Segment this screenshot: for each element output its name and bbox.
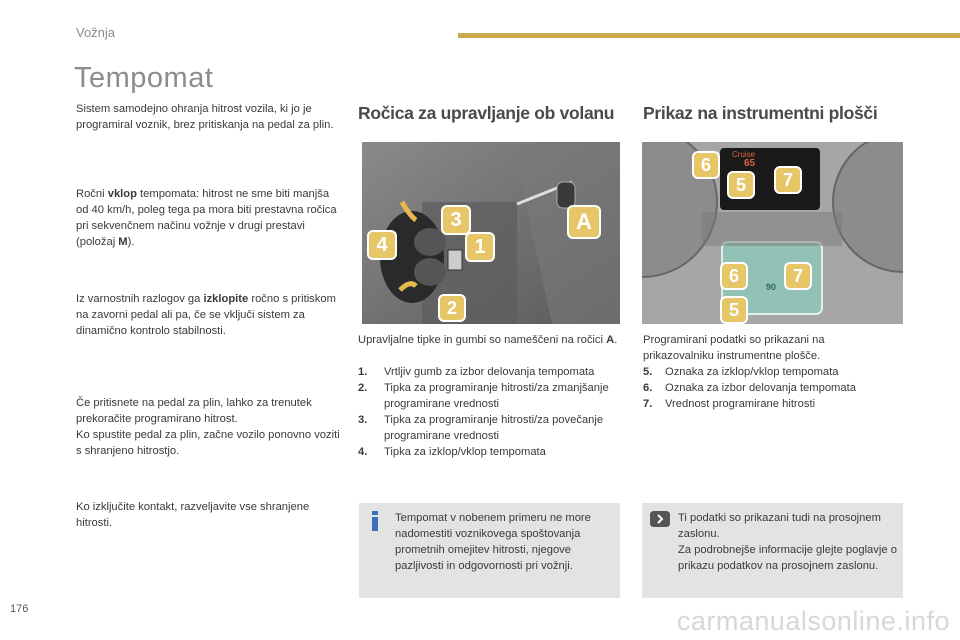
callout-6-hud: 6 xyxy=(720,262,748,290)
activation-paragraph: Ročni vklop tempomata: hitrost ne sme biti manjša od 40 km/h, poleg tega pa mora biti prestavna ročica pri sekvenčnem načinu vožnje v drugi prestavi (položaj M). xyxy=(76,188,337,248)
ignition-paragraph: Ko izključite kontakt, razveljavite vse shranjene hitrosti. xyxy=(76,501,310,529)
list-item: 2. Tipka za programiranje hitrosti/za zmanjšanje programirane vrednosti xyxy=(358,382,609,410)
page-number: 176 xyxy=(10,603,29,615)
section-label: Vožnja xyxy=(76,25,116,40)
steering-control-heading: Ročica za upravljanje ob volanu xyxy=(358,103,615,123)
stalk-controls-list xyxy=(358,364,626,460)
callout-4: 4 xyxy=(367,230,397,260)
page-title: Tempomat xyxy=(74,62,214,94)
list-item: 7. Vrednost programirane hitrosti xyxy=(643,398,816,410)
cruise-speed-value: 65 xyxy=(744,158,756,169)
list-item: 1. Vrtljiv gumb za izbor delovanja tempomata xyxy=(358,366,595,378)
deactivation-paragraph: Iz varnostnih razlogov ga izklopite ročno s pritiskom na zavorni pedal ali pa, če se vključi sistem za dinamično kontrolo stabilnosti. xyxy=(76,293,336,337)
callout-3: 3 xyxy=(441,205,471,235)
list-item: 4. Tipka za izklop/vklop tempomata xyxy=(358,446,546,458)
callout-7: 7 xyxy=(774,166,802,194)
list-item: 3. Tipka za programiranje hitrosti/za povečanje programirane vrednosti xyxy=(358,414,604,442)
callout-5: 5 xyxy=(727,171,755,199)
header-accent-rule xyxy=(458,33,960,38)
hud-note-text: Ti podatki so prikazani tudi na prosojnem zaslonu. Za podrobnejše informacije glejte poglavje o prikazu podatkov na prosojnem zaslonu. xyxy=(678,512,897,572)
hud-speed-value: 90 xyxy=(766,282,777,292)
watermark: carmanualsonline.info xyxy=(676,606,950,636)
info-icon xyxy=(368,511,382,531)
callout-7-hud: 7 xyxy=(784,262,812,290)
intro-paragraph: Sistem samodejno ohranja hitrost vozila, ki jo je programiral voznik, brez pritiskanja na pedal za plin. xyxy=(76,103,334,131)
callout-a: A xyxy=(567,205,601,239)
instrument-panel-photo xyxy=(642,142,903,324)
instrument-display-heading: Prikaz na instrumentni plošči xyxy=(643,103,878,123)
accelerator-paragraph: Če pritisnete na pedal za plin, lahko za trenutek prekoračite programirano hitrost. Ko spustite pedal za plin, začne vozilo ponovno voziti s shranjeno hitrostjo. xyxy=(76,397,340,457)
list-item: 6. Oznaka za izbor delovanja tempomata xyxy=(643,382,856,394)
display-indicators-list xyxy=(643,364,903,412)
callout-1: 1 xyxy=(465,232,495,262)
display-intro: Programirani podatki so prikazani na prikazovalniku instrumentne plošče. xyxy=(643,334,825,362)
stalk-intro: Upravljalne tipke in gumbi so nameščeni na ročici A. xyxy=(358,334,618,346)
cruise-label: Cruise xyxy=(732,150,756,159)
callout-2: 2 xyxy=(438,294,466,322)
info-note-text: Tempomat v nobenem primeru ne more nadomestiti voznikovega spoštovanja prometnih omejitev hitrosti, njegove pazljivosti in odgovornosti pri vožnji. xyxy=(395,512,591,572)
info-note xyxy=(359,503,620,598)
speech-bubble-warning-icon xyxy=(648,511,670,531)
callout-5-hud: 5 xyxy=(720,296,748,324)
hud-note xyxy=(642,503,903,598)
callout-6: 6 xyxy=(692,151,720,179)
list-item: 5. Oznaka za izklop/vklop tempomata xyxy=(643,366,839,378)
instrument-panel-illustration xyxy=(642,142,903,324)
